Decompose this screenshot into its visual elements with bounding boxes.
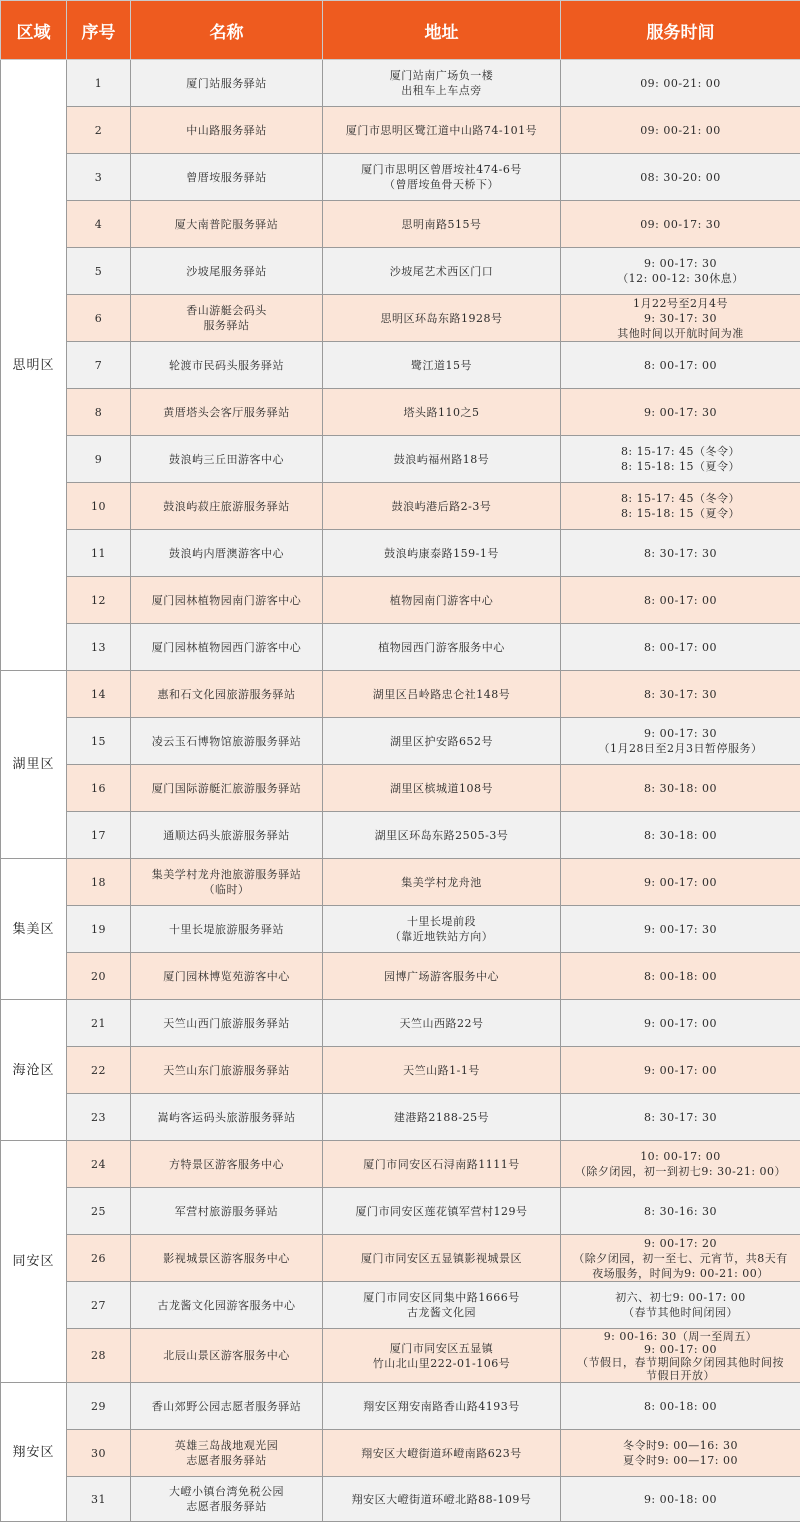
name-cell-line: 古龙酱文化园游客服务中心 — [157, 1298, 296, 1312]
header-hours: 服务时间 — [561, 1, 800, 60]
hours-cell — [561, 1047, 800, 1094]
hours-cell — [561, 859, 800, 906]
hours-cell — [561, 1235, 800, 1282]
seq-cell: 28 — [67, 1329, 131, 1383]
seq-cell: 26 — [67, 1235, 131, 1282]
table-row — [1, 342, 800, 389]
name-cell — [131, 1094, 323, 1141]
name-cell — [131, 107, 323, 154]
hours-cell — [561, 1094, 800, 1141]
name-cell — [131, 60, 323, 107]
address-cell-line: 翔安区翔安南路香山路4193号 — [363, 1399, 520, 1413]
address-cell — [323, 201, 561, 248]
hours-cell-line: 8: 15-18: 15（夏令） — [620, 507, 741, 520]
table-row — [1, 1282, 800, 1329]
header-address: 地址 — [323, 1, 561, 60]
address-cell — [323, 1188, 561, 1235]
seq-cell: 12 — [67, 577, 131, 624]
hours-cell — [561, 1430, 800, 1477]
table-body — [1, 60, 800, 1522]
table-row — [1, 906, 800, 953]
hours-cell — [561, 60, 800, 107]
seq-cell: 22 — [67, 1047, 131, 1094]
address-cell-line: 湖里区槟城道108号 — [390, 781, 493, 795]
name-cell-line: 北辰山景区游客服务中心 — [163, 1349, 290, 1362]
header-seq: 序号 — [67, 1, 131, 60]
address-cell — [323, 389, 561, 436]
hours-cell-line: 9: 30-17: 30 — [643, 311, 718, 325]
address-cell — [323, 859, 561, 906]
name-cell-line: 鼓浪屿内厝澳游客中心 — [169, 546, 284, 560]
address-cell-line: 竹山北山里222-01-106号 — [372, 1356, 511, 1370]
name-cell — [131, 295, 323, 342]
address-cell-line: 出租车上车点旁 — [401, 84, 482, 97]
table-row — [1, 530, 800, 577]
seq-cell: 2 — [67, 107, 131, 154]
address-cell — [323, 718, 561, 765]
address-cell-line: 厦门站南广场负一楼 — [389, 69, 494, 82]
hours-cell-line: 其他时间以开航时间为准 — [617, 326, 744, 340]
name-cell — [131, 201, 323, 248]
hours-cell — [561, 1282, 800, 1329]
name-cell-line: 厦大南普陀服务驿站 — [174, 217, 279, 231]
address-cell-line: 厦门市同安区石浔南路1111号 — [363, 1157, 520, 1171]
hours-cell — [561, 906, 800, 953]
name-cell-line: 英雄三岛战地观光园 — [174, 1439, 279, 1452]
address-cell-line: 鼓浪屿港后路2-3号 — [391, 499, 492, 513]
hours-cell — [561, 483, 800, 530]
seq-cell: 20 — [67, 953, 131, 1000]
hours-cell-line: 9: 00-17: 00 — [643, 875, 718, 889]
hours-cell-line: 1月22号至2月4号 — [633, 296, 728, 310]
name-cell — [131, 624, 323, 671]
address-cell — [323, 248, 561, 295]
name-cell — [131, 1282, 323, 1329]
name-cell — [131, 953, 323, 1000]
table-row — [1, 1000, 800, 1047]
table-row — [1, 1477, 800, 1522]
table-row — [1, 859, 800, 906]
table-row — [1, 812, 800, 859]
table-row — [1, 1430, 800, 1477]
name-cell-line: 嵩屿客运码头旅游服务驿站 — [157, 1110, 296, 1124]
address-cell-line: （曾厝垵鱼骨天桥下） — [384, 178, 499, 191]
table-row — [1, 436, 800, 483]
table-row — [1, 107, 800, 154]
address-cell-line: 厦门市同安区五显镇影视城景区 — [361, 1251, 522, 1265]
hours-cell — [561, 107, 800, 154]
hours-cell-line: 8: 15-17: 45（冬令） — [620, 492, 741, 505]
name-cell-line: 军营村旅游服务驿站 — [174, 1204, 279, 1218]
seq-cell: 3 — [67, 154, 131, 201]
district-cell: 集美区 — [1, 859, 67, 1000]
address-cell — [323, 154, 561, 201]
name-cell-line: 通顺达码头旅游服务驿站 — [163, 828, 290, 842]
hours-cell-line: 夜场服务，时间为9: 00-21: 00） — [592, 1266, 769, 1280]
address-cell — [323, 765, 561, 812]
name-cell — [131, 1383, 323, 1430]
seq-cell: 30 — [67, 1430, 131, 1477]
address-cell — [323, 1141, 561, 1188]
name-cell — [131, 812, 323, 859]
address-cell — [323, 624, 561, 671]
name-cell-line: 惠和石文化园旅游服务驿站 — [157, 687, 296, 701]
hours-cell — [561, 530, 800, 577]
seq-cell: 25 — [67, 1188, 131, 1235]
address-cell — [323, 483, 561, 530]
name-cell — [131, 248, 323, 295]
address-cell — [323, 530, 561, 577]
hours-cell-line: 夏令时9: 00—17: 00 — [623, 1454, 738, 1467]
hours-cell — [561, 342, 800, 389]
address-cell-line: 园博广场游客服务中心 — [384, 969, 499, 983]
name-cell-line: 方特景区游客服务中心 — [169, 1157, 284, 1171]
table-row — [1, 577, 800, 624]
name-cell — [131, 1477, 323, 1522]
hours-cell-line: 节假日开放） — [646, 1368, 715, 1382]
seq-cell: 14 — [67, 671, 131, 718]
hours-cell-line: 8: 00-17: 00 — [643, 640, 718, 654]
address-cell — [323, 1329, 561, 1383]
name-cell-line: 天竺山西门旅游服务驿站 — [163, 1016, 290, 1030]
address-cell — [323, 107, 561, 154]
address-cell — [323, 1383, 561, 1430]
address-cell-line: 厦门市思明区鹭江道中山路74-101号 — [345, 123, 538, 137]
table-row — [1, 154, 800, 201]
address-cell — [323, 953, 561, 1000]
hours-cell — [561, 812, 800, 859]
header-row — [1, 1, 800, 60]
hours-cell-line: 9: 00-17: 00 — [643, 1016, 718, 1030]
address-cell — [323, 1000, 561, 1047]
name-cell-line: 沙坡尾服务驿站 — [186, 264, 267, 278]
seq-cell: 1 — [67, 60, 131, 107]
hours-cell — [561, 1383, 800, 1430]
hours-cell — [561, 436, 800, 483]
seq-cell: 29 — [67, 1383, 131, 1430]
name-cell — [131, 859, 323, 906]
hours-cell-line: 9: 00-17: 20 — [643, 1236, 718, 1250]
address-cell — [323, 436, 561, 483]
hours-cell-line: 9: 00-16: 30（周一至周五） — [603, 1329, 758, 1343]
name-cell — [131, 1329, 323, 1383]
hours-cell — [561, 765, 800, 812]
name-cell-line: 香山郊野公园志愿者服务驿站 — [151, 1399, 302, 1413]
name-cell-line: 大嶝小镇台湾免税公园 — [169, 1485, 284, 1498]
hours-cell-line: 9: 00-18: 00 — [643, 1492, 718, 1506]
address-cell-line: 建港路2188-25号 — [393, 1110, 490, 1124]
name-cell-line: 厦门园林博览苑游客中心 — [163, 969, 290, 983]
address-cell — [323, 1282, 561, 1329]
address-cell-line: 湖里区护安路652号 — [390, 734, 493, 748]
table-row — [1, 1141, 800, 1188]
table-row — [1, 1329, 800, 1383]
table-row — [1, 1094, 800, 1141]
seq-cell: 18 — [67, 859, 131, 906]
name-cell-line: 香山游艇会码头 — [186, 304, 267, 317]
name-cell — [131, 1047, 323, 1094]
name-cell-line: 厦门园林植物园南门游客中心 — [151, 593, 302, 607]
hours-cell — [561, 577, 800, 624]
address-cell-line: 厦门市同安区莲花镇军营村129号 — [355, 1204, 528, 1218]
name-cell-line: 中山路服务驿站 — [186, 123, 267, 137]
address-cell-line: （靠近地铁站方向） — [389, 930, 494, 943]
name-cell — [131, 671, 323, 718]
name-cell — [131, 577, 323, 624]
name-cell — [131, 483, 323, 530]
hours-cell-line: 09: 00-17: 30 — [640, 217, 721, 231]
hours-cell-line: 初六、初七9: 00-17: 00 — [615, 1291, 746, 1304]
hours-cell-line: 8: 00-18: 00 — [643, 1399, 718, 1413]
hours-cell-line: （1月28日至2月3日暂停服务） — [598, 742, 763, 755]
hours-cell — [561, 389, 800, 436]
address-cell-line: 植物园西门游客服务中心 — [378, 640, 505, 654]
seq-cell: 19 — [67, 906, 131, 953]
address-cell — [323, 812, 561, 859]
hours-cell-line: 09: 00-21: 00 — [640, 76, 721, 90]
hours-cell-line: 8: 00-17: 00 — [643, 358, 718, 372]
name-cell — [131, 765, 323, 812]
address-cell-line: 思明区环岛东路1928号 — [380, 311, 503, 325]
hours-cell — [561, 671, 800, 718]
name-cell — [131, 530, 323, 577]
hours-cell — [561, 1141, 800, 1188]
name-cell — [131, 718, 323, 765]
table-row — [1, 718, 800, 765]
hours-cell — [561, 154, 800, 201]
name-cell — [131, 154, 323, 201]
table-row — [1, 389, 800, 436]
seq-cell: 9 — [67, 436, 131, 483]
address-cell-line: 鹭江道15号 — [411, 358, 472, 372]
district-cell: 思明区 — [1, 60, 67, 671]
seq-cell: 7 — [67, 342, 131, 389]
hours-cell-line: （春节其他时间闭园） — [623, 1306, 738, 1319]
address-cell — [323, 1047, 561, 1094]
seq-cell: 6 — [67, 295, 131, 342]
table-row — [1, 248, 800, 295]
hours-cell-line: 8: 15-18: 15（夏令） — [620, 460, 741, 473]
hours-cell-line: 8: 00-17: 00 — [643, 593, 718, 607]
name-cell-line: 服务驿站 — [203, 319, 250, 332]
seq-cell: 13 — [67, 624, 131, 671]
hours-cell-line: 8: 15-17: 45（冬令） — [620, 445, 741, 458]
hours-cell-line: 8: 30-18: 00 — [643, 781, 718, 795]
address-cell — [323, 1094, 561, 1141]
hours-cell — [561, 718, 800, 765]
hours-cell-line: 9: 00-17: 30 — [643, 727, 718, 740]
table-row — [1, 765, 800, 812]
seq-cell: 16 — [67, 765, 131, 812]
seq-cell: 17 — [67, 812, 131, 859]
seq-cell: 5 — [67, 248, 131, 295]
seq-cell: 31 — [67, 1477, 131, 1522]
table-row — [1, 483, 800, 530]
hours-cell-line: 9: 00-17: 30 — [643, 405, 718, 419]
hours-cell — [561, 248, 800, 295]
district-cell: 同安区 — [1, 1141, 67, 1383]
address-cell-line: 塔头路110之5 — [403, 405, 480, 419]
hours-cell — [561, 1329, 800, 1383]
seq-cell: 21 — [67, 1000, 131, 1047]
name-cell — [131, 1141, 323, 1188]
seq-cell: 11 — [67, 530, 131, 577]
name-cell-line: 鼓浪屿菽庄旅游服务驿站 — [163, 499, 290, 513]
header-district: 区域 — [1, 1, 67, 60]
seq-cell: 24 — [67, 1141, 131, 1188]
seq-cell: 10 — [67, 483, 131, 530]
district-cell: 湖里区 — [1, 671, 67, 859]
hours-cell — [561, 1477, 800, 1522]
name-cell-line: （临时） — [203, 883, 250, 896]
name-cell — [131, 342, 323, 389]
address-cell-line: 思明南路515号 — [401, 217, 482, 231]
address-cell — [323, 60, 561, 107]
address-cell-line: 十里长堤前段 — [407, 915, 476, 928]
name-cell — [131, 1000, 323, 1047]
address-cell-line: 厦门市同安区同集中路1666号 — [363, 1291, 520, 1304]
seq-cell: 8 — [67, 389, 131, 436]
address-cell-line: 集美学村龙舟池 — [401, 875, 482, 889]
address-cell-line: 厦门市思明区曾厝垵社474-6号 — [361, 163, 522, 176]
address-cell-line: 鼓浪屿康泰路159-1号 — [384, 546, 499, 560]
table-row — [1, 60, 800, 107]
seq-cell: 23 — [67, 1094, 131, 1141]
name-cell-line: 影视城景区游客服务中心 — [163, 1251, 290, 1265]
table-row — [1, 1235, 800, 1282]
table-row — [1, 1188, 800, 1235]
hours-cell-line: 08: 30-20: 00 — [640, 170, 721, 184]
name-cell-line: 凌云玉石博物馆旅游服务驿站 — [151, 734, 302, 748]
address-cell-line: 翔安区大嶝街道环嶝南路623号 — [361, 1446, 522, 1460]
address-cell-line: 天竺山路1-1号 — [403, 1063, 480, 1077]
address-cell — [323, 1477, 561, 1522]
hours-cell-line: 8: 30-17: 30 — [643, 1110, 718, 1124]
hours-cell-line: 9: 00-17: 30 — [643, 257, 718, 270]
table-row — [1, 1383, 800, 1430]
name-cell — [131, 906, 323, 953]
name-cell-line: 黄厝塔头会客厅服务驿站 — [163, 405, 290, 419]
hours-cell-line: 8: 00-18: 00 — [643, 969, 718, 983]
address-cell — [323, 906, 561, 953]
district-cell: 翔安区 — [1, 1383, 67, 1522]
table-row — [1, 671, 800, 718]
name-cell-line: 曾厝垵服务驿站 — [186, 170, 267, 184]
address-cell — [323, 295, 561, 342]
table-row — [1, 953, 800, 1000]
name-cell — [131, 1235, 323, 1282]
address-cell-line: 厦门市同安区五显镇 — [389, 1341, 494, 1355]
name-cell-line: 厦门站服务驿站 — [186, 76, 267, 90]
address-cell — [323, 1235, 561, 1282]
hours-cell — [561, 201, 800, 248]
address-cell-line: 鼓浪屿福州路18号 — [393, 452, 490, 466]
address-cell — [323, 577, 561, 624]
name-cell-line: 志愿者服务驿站 — [186, 1500, 267, 1513]
name-cell-line: 十里长堤旅游服务驿站 — [169, 922, 284, 936]
table-row — [1, 1047, 800, 1094]
name-cell-line: 鼓浪屿三丘田游客中心 — [169, 452, 284, 466]
hours-cell-line: （除夕闭园，初一到初七9: 30-21: 00） — [574, 1165, 787, 1178]
hours-cell-line: 8: 30-17: 30 — [643, 546, 718, 560]
hours-cell-line: 8: 30-16: 30 — [643, 1204, 718, 1218]
address-cell-line: 古龙酱文化园 — [407, 1306, 476, 1319]
name-cell-line: 天竺山东门旅游服务驿站 — [163, 1063, 290, 1077]
hours-cell — [561, 953, 800, 1000]
table-row — [1, 201, 800, 248]
table-row — [1, 295, 800, 342]
table-row — [1, 624, 800, 671]
address-cell-line: 植物园南门游客中心 — [389, 593, 494, 607]
name-cell-line: 轮渡市民码头服务驿站 — [169, 358, 284, 372]
hours-cell-line: 09: 00-21: 00 — [640, 123, 721, 137]
address-cell-line: 湖里区环岛东路2505-3号 — [374, 828, 509, 842]
name-cell — [131, 389, 323, 436]
hours-cell — [561, 1188, 800, 1235]
name-cell — [131, 436, 323, 483]
hours-cell-line: 9: 00-17: 00 — [643, 1063, 718, 1077]
name-cell — [131, 1430, 323, 1477]
name-cell-line: 志愿者服务驿站 — [186, 1454, 267, 1467]
hours-cell-line: （12: 00-12: 30休息） — [617, 272, 744, 285]
hours-cell — [561, 1000, 800, 1047]
name-cell-line: 厦门园林植物园西门游客中心 — [151, 640, 302, 654]
address-cell-line: 翔安区大嶝街道环嶝北路88-109号 — [351, 1492, 532, 1506]
name-cell-line: 厦门国际游艇汇旅游服务驿站 — [151, 781, 302, 795]
hours-cell-line: 9: 00-17: 00 — [643, 1342, 718, 1356]
name-cell — [131, 1188, 323, 1235]
hours-cell-line: 10: 00-17: 00 — [640, 1150, 721, 1163]
hours-cell-line: 8: 30-18: 00 — [643, 828, 718, 842]
seq-cell: 15 — [67, 718, 131, 765]
hours-cell-line: 9: 00-17: 30 — [643, 922, 718, 936]
address-cell — [323, 1430, 561, 1477]
seq-cell: 4 — [67, 201, 131, 248]
hours-cell-line: （节假日，春节期间除夕闭园其他时间按 — [577, 1355, 784, 1369]
hours-cell — [561, 624, 800, 671]
seq-cell: 27 — [67, 1282, 131, 1329]
hours-cell-line: （除夕闭园，初一至七、元宵节，共8天有 — [573, 1251, 788, 1265]
address-cell-line: 湖里区吕岭路忠仑社148号 — [372, 687, 511, 701]
address-cell — [323, 342, 561, 389]
address-cell-line: 天竺山西路22号 — [399, 1016, 484, 1030]
address-cell — [323, 671, 561, 718]
hours-cell-line: 8: 30-17: 30 — [643, 687, 718, 701]
hours-cell — [561, 295, 800, 342]
district-cell: 海沧区 — [1, 1000, 67, 1141]
hours-cell-line: 冬令时9: 00—16: 30 — [623, 1439, 738, 1452]
address-cell-line: 沙坡尾艺术西区门口 — [389, 264, 494, 278]
name-cell-line: 集美学村龙舟池旅游服务驿站 — [151, 868, 302, 881]
header-name: 名称 — [131, 1, 323, 60]
